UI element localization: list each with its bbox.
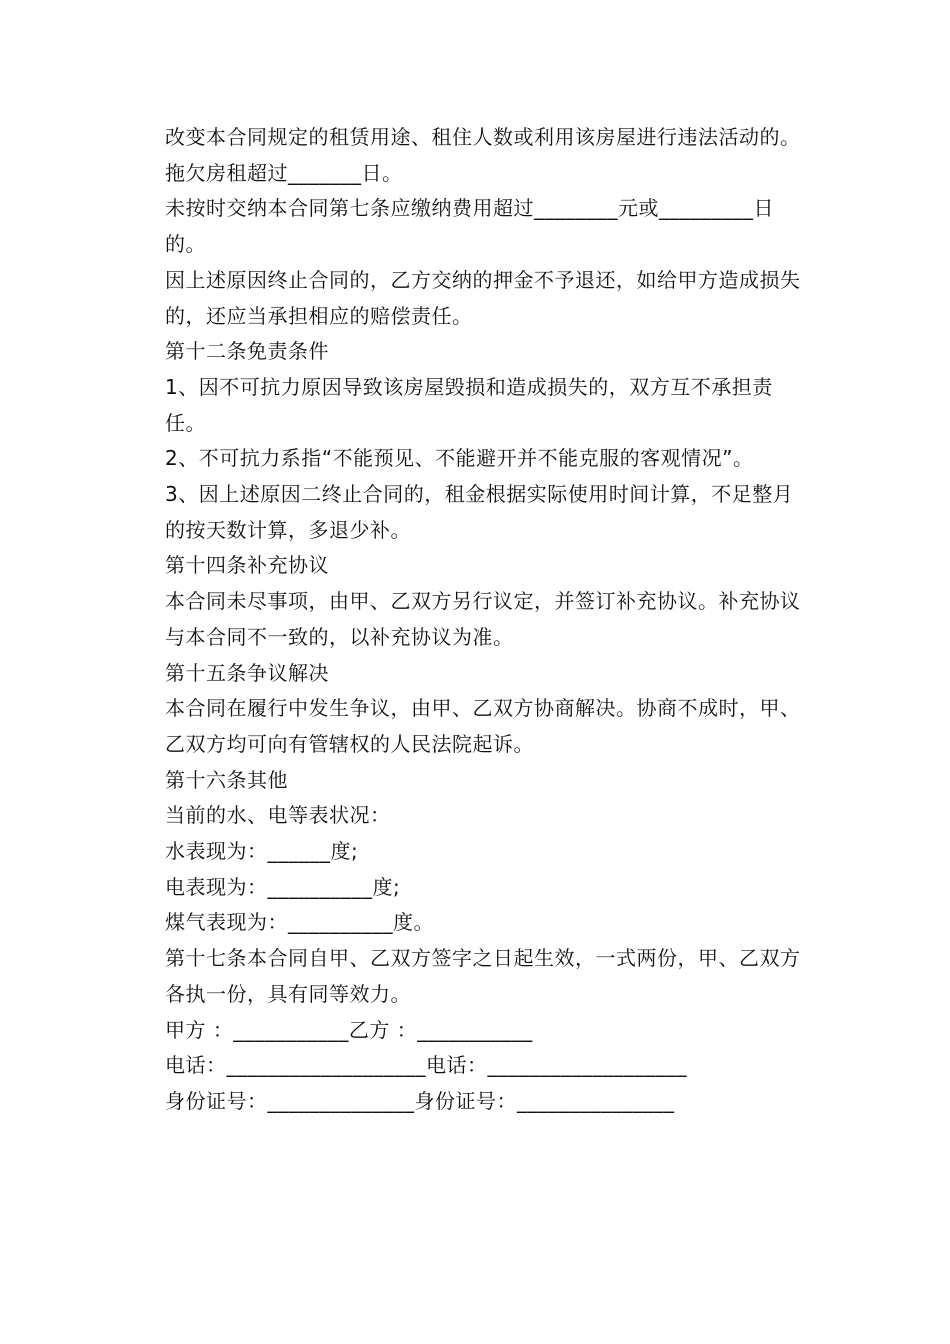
paragraph-rent-overdue: 拖欠房租超过_______日。 (165, 160, 403, 185)
signature-phone-numbers: 电话：___________________电话：___________________ (165, 1053, 687, 1078)
water-meter-reading: 水表现为：______度; (165, 839, 359, 864)
gas-meter-reading: 煤气表现为：__________度。 (165, 910, 434, 935)
heading-article-16: 第十六条其他 (165, 767, 288, 792)
clause-force-majeure-2: 2、不可抗力系指“不能预见、不能避开并不能克服的客观情况”。 (165, 446, 754, 471)
document-body (145, 120, 810, 1120)
meter-status-intro: 当前的水、电等表状况： (165, 803, 391, 828)
heading-article-14: 第十四条补充协议 (165, 553, 329, 578)
clause-force-majeure-1: 1、因不可抗力原因导致该房屋毁损和造成损失的，双方互不承担责任。 (165, 374, 773, 435)
heading-article-12: 第十二条免责条件 (165, 339, 329, 364)
signature-party-names: 甲方 ：___________乙方 ：___________ (165, 1017, 533, 1042)
paragraph-dispute-resolution: 本合同在履行中发生争议，由甲、乙双方协商解决。协商不成时，甲、乙双方均可向有管辖权的人民法院起诉。 (165, 696, 801, 756)
paragraph-deposit-forfeit: 因上述原因终止合同的，乙方交纳的押金不予退还，如给甲方造成损失的，还应当承担相应的赔偿责任。 (165, 267, 801, 328)
electric-meter-reading: 电表现为：__________度; (165, 874, 401, 899)
paragraph-article-17-effect: 第十七条本合同自甲、乙双方签字之日起生效，一式两份，甲、乙双方各执一份，具有同等效力。 (165, 946, 801, 1006)
heading-article-15: 第十五条争议解决 (165, 660, 329, 685)
signature-id-numbers: 身份证号：______________身份证号：_______________ (165, 1088, 675, 1113)
paragraph-supplementary-agreement: 本合同未尽事项，由甲、乙双方另行议定，并签订补充协议。补充协议与本合同不一致的，以补充协议为准。 (165, 589, 801, 649)
paragraph-fee-overdue: 未按时交纳本合同第七条应缴纳费用超过________元或_________日的。 (165, 196, 774, 257)
clause-force-majeure-3: 3、因上述原因二终止合同的，租金根据实际使用时间计算，不足整月的按天数计算，多退少补。 (165, 482, 794, 542)
paragraph-violation-use: 改变本合同规定的租赁用途、租住人数或利用该房屋进行违法活动的。 (165, 125, 801, 149)
